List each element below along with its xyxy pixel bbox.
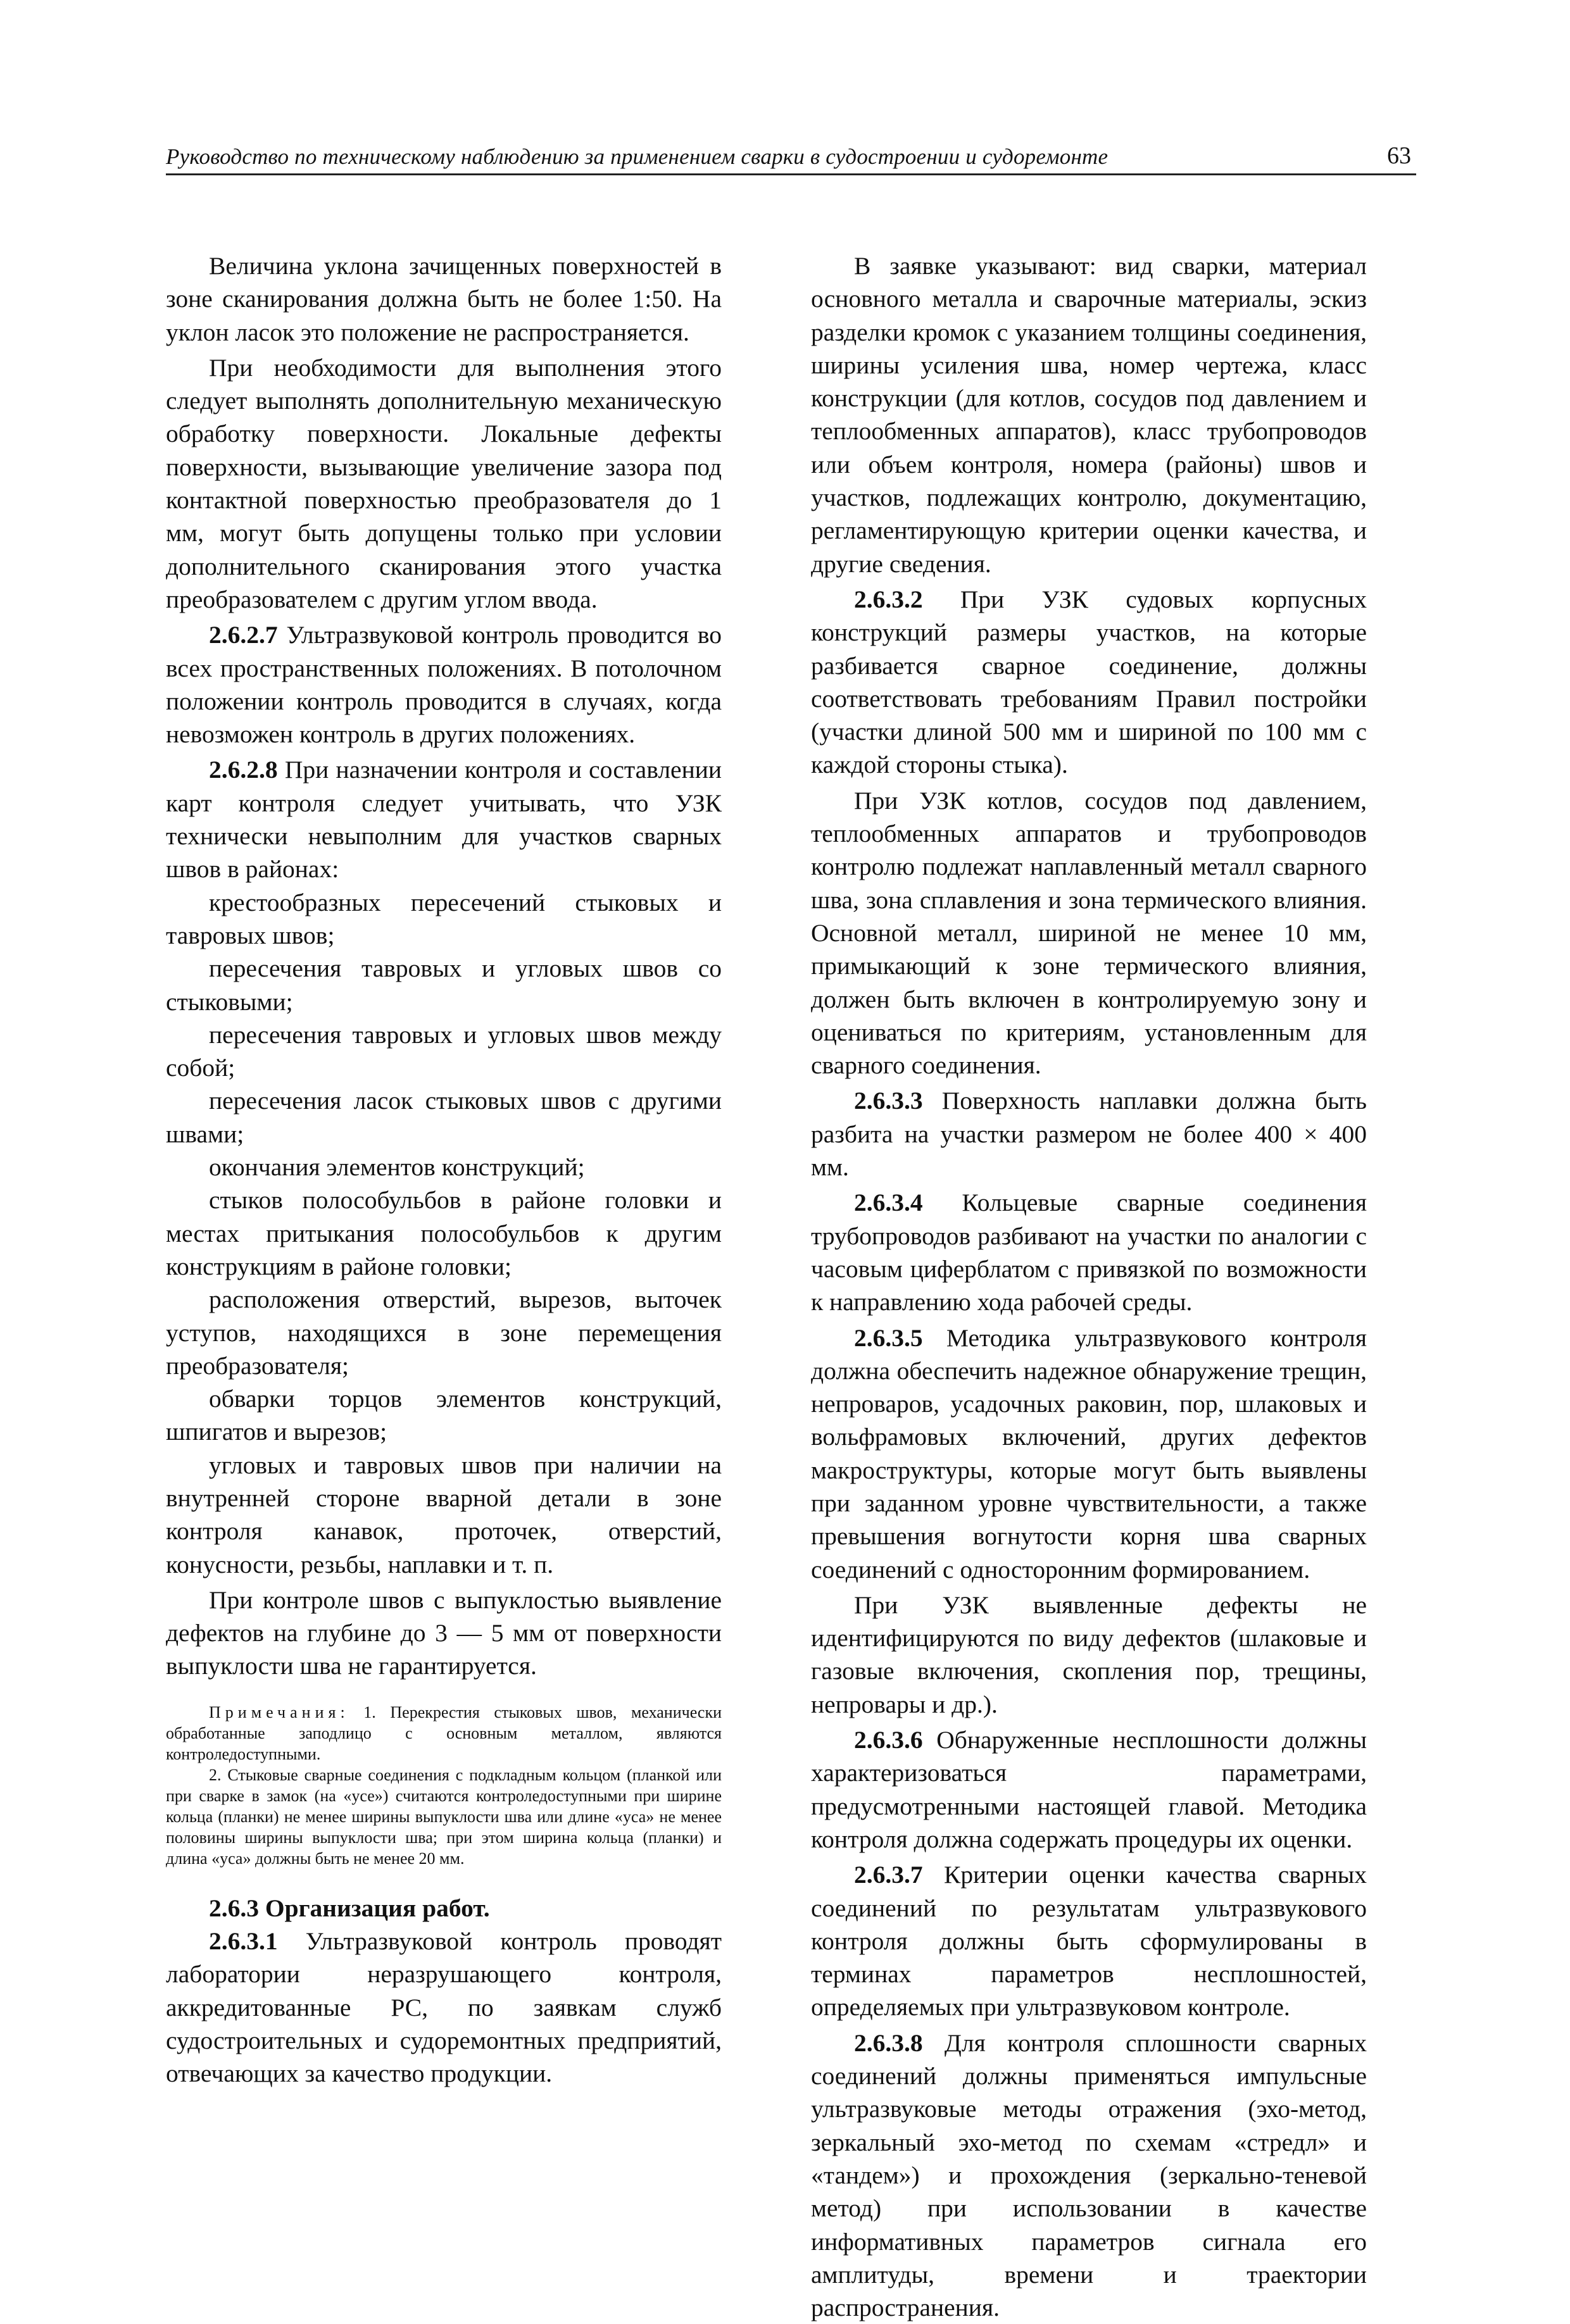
paragraph: При УЗК выявленные дефекты не идентифицируются по виду дефектов (шлаковые и газовые включения, скопления пор, трещины, непровары и др.).: [811, 1590, 1367, 1718]
clause-text: Обнаруженные несплошности должны характеризоваться параметрами, предусмотренными настоящей главой. Методика контроля должна содержать процедуры их оценки.: [811, 1726, 1367, 1853]
paragraph: В заявке указывают: вид сварки, материал основного металла и сварочные материалы, эскиз разделки кромок с указанием толщины соединения, ширины усиления шва, номер чертежа, класс конструкции (для котлов, сосудов под давлением и теплообменных аппаратов), класс трубопроводов или объем контроля, номера (районы) швов и участков, подлежащих контролю, документацию, регламентирующую критерии оценки качества, и другие сведения.: [811, 252, 1367, 578]
notes-label: Примечания:: [209, 1702, 349, 1721]
paragraph: Величина уклона зачищенных поверхностей в зоне сканирования должна быть не более 1:50. На уклон ласок это положение не распространяется.: [166, 252, 722, 346]
list-item: крестообразных пересечений стыковых и тавровых швов;: [166, 888, 722, 949]
clause-2-6-3-8: [811, 2027, 1367, 2324]
note-1: [166, 1702, 722, 1765]
clause-2-6-2-8: [166, 753, 722, 885]
clause-number: 2.6.3.4: [854, 1189, 923, 1217]
clause-text: Кольцевые сварные соединения трубопроводов разбивают на участки по аналогии с часовым циферблатом с привязкой по возможности к направлению хода рабочей среды.: [811, 1189, 1367, 1316]
clause-text: Для контроля сплошности сварных соединений должны применяться импульсные ультразвуковые методы отражения (эхо-метод, зеркальный эхо-метод по схемам «стредл» и «тандем») и прохождения (зеркально-теневой метод) при использовании в качестве информативных параметров сигнала его амплитуды, времени и траектории распространения.: [811, 2028, 1367, 2322]
list-item: стыков полособульбов в районе головки и местах притыкания полособульбов к другим конструкциям в районе головки;: [166, 1186, 722, 1280]
list-item: пересечения ласок стыковых швов с другими швами;: [166, 1087, 722, 1148]
list-item: расположения отверстий, вырезов, выточек уступов, находящихся в зоне перемещения преобразователя;: [166, 1285, 722, 1380]
clause-2-6-3-3: [811, 1084, 1367, 1184]
section-heading: 2.6.3 Организация работ.: [209, 1894, 490, 1922]
list-item: обварки торцов элементов конструкций, шпигатов и вырезов;: [166, 1385, 722, 1446]
clause-2-6-3-7: [811, 1858, 1367, 2023]
clause-number: 2.6.3.1: [209, 1927, 278, 1956]
clause-text: Методика ультразвукового контроля должна обеспечить надежное обнаружение трещин, непроваров, усадочных раковин, пор, шлаковых и вольфрамовых включений, других дефектов макроструктуры, которые могут быть выявлены при заданном уровне чувствительности, а также превышения вогнутости корня шва сварных соединений с односторонним формированием.: [811, 1323, 1367, 1584]
list-item: пересечения тавровых и угловых швов между собой;: [166, 1020, 722, 1082]
note-text: 1. Перекрестия стыковых швов, механически обработанные заподлицо с основным металлом, являются контроледоступными.: [166, 1702, 722, 1763]
clause-number: 2.6.3.5: [854, 1323, 923, 1352]
page-number: 63: [1387, 142, 1411, 169]
clause-text: Ультразвуковой контроль проводится во всех пространственных положениях. В потолочном положении контроль проводится в случаях, когда невозможен контроль в других положениях.: [166, 621, 722, 749]
clause-2-6-2-7: [166, 618, 722, 751]
running-header: [166, 141, 1416, 175]
clause-text: При назначении контроля и составлении карт контроля следует учитывать, что УЗК технически невыполним для участков сварных швов в районах:: [166, 756, 722, 884]
clause-2-6-3-5: [811, 1321, 1367, 1586]
paragraph: При необходимости для выполнения этого следует выполнять дополнительную механическую обработку поверхности. Локальные дефекты поверхности, вызывающие увеличение зазора под контактной поверхностью преобразователя до 1 мм, могут быть допущены только при условии дополнительного сканирования этого участка преобразователем с другим углом ввода.: [166, 353, 722, 613]
header-title: Руководство по техническому наблюдению за применением сварки в судостроении и судоремонте: [166, 144, 1108, 169]
list-item: окончания элементов конструкций;: [209, 1153, 585, 1182]
left-column: [166, 249, 722, 2090]
clause-number: 2.6.3.8: [854, 2028, 923, 2057]
clause-2-6-3-1: [166, 1925, 722, 2090]
clause-number: 2.6.3.6: [854, 1726, 923, 1754]
list-item: угловых и тавровых швов при наличии на внутренней стороне вварной детали в зоне контроля канавок, проточек, отверстий, конусности, резьбы, наплавки и т. п.: [166, 1451, 722, 1578]
clause-number: 2.6.3.3: [854, 1087, 923, 1115]
right-column: [811, 249, 1367, 2324]
clause-2-6-3-4: [811, 1186, 1367, 1318]
paragraph: При УЗК котлов, сосудов под давлением, теплообменных аппаратов и трубопроводов контролю подлежат наплавленный металл сварного шва, зона сплавления и зона термического влияния. Основной металл, шириной не менее 10 мм, примыкающий к зоне термического влияния, должен быть включен в контролируемую зону и оцениваться по критериям, установленным для сварного соединения.: [811, 786, 1367, 1080]
list-item: пересечения тавровых и угловых швов со стыковыми;: [166, 954, 722, 1016]
clause-number: 2.6.2.7: [209, 621, 278, 649]
clause-text: Критерии оценки качества сварных соединений по результатам ультразвукового контроля должны быть сформулированы в терминах параметров несплошностей, определяемых при ультразвуковом контроле.: [811, 1861, 1367, 2021]
clause-text: При УЗК судовых корпусных конструкций размеры участков, на которые разбивается сварное соединение, должны соответствовать требованиям Правил постройки (участки длиной 500 мм и шириной по 100 мм с каждой стороны стыка).: [811, 585, 1367, 779]
note-2: 2. Стыковые сварные соединения с подкладным кольцом (планкой или при сварке в замок (на «усе») считаются контроледоступными при ширине кольца (планки) не менее ширины выпуклости шва или длине «уса» не менее половины ширины выпуклости шва; при этом ширина кольца (планки) и длина «уса» должны быть не менее 20 мм.: [166, 1765, 722, 1868]
clause-number: 2.6.2.8: [209, 756, 278, 784]
clause-2-6-3-2: [811, 583, 1367, 782]
paragraph: При контроле швов с выпуклостью выявление дефектов на глубине до 3 — 5 мм от поверхности выпуклости шва не гарантируется.: [166, 1585, 722, 1680]
clause-number: 2.6.3.2: [854, 585, 923, 613]
clause-text: Ультразвуковой контроль проводят лаборатории неразрушающего контроля, аккредитованные РС, по заявкам служб судостроительных и судоремонтных предприятий, отвечающих за качество продукции.: [166, 1927, 722, 2088]
clause-2-6-3-6: [811, 1723, 1367, 1856]
notes-block: [166, 1702, 722, 1869]
clause-text: Поверхность наплавки должна быть разбита на участки размером не более 400 × 400 мм.: [811, 1087, 1367, 1182]
clause-number: 2.6.3.7: [854, 1861, 923, 1889]
